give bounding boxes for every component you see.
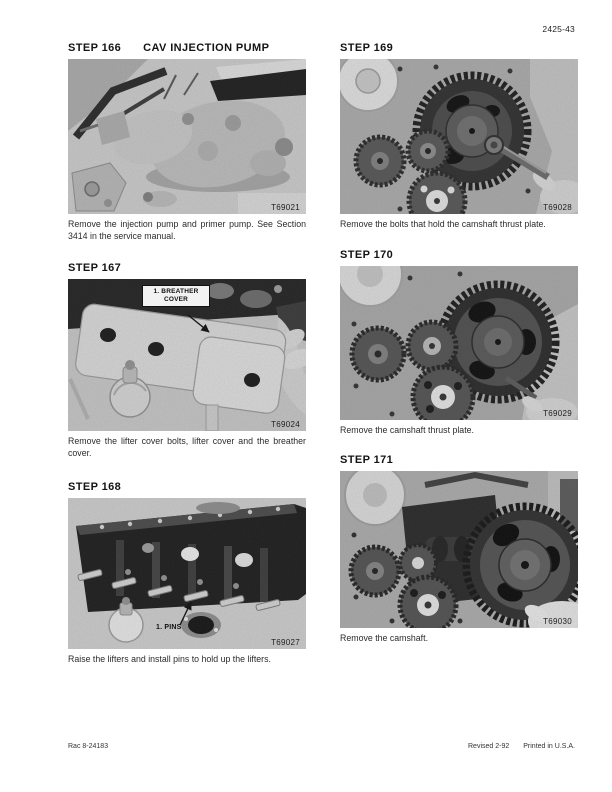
photo-credit: T69027 (271, 638, 300, 647)
thrust-plate-illustration (340, 266, 578, 420)
photo-credit: T69024 (271, 420, 300, 429)
step-167-photo (68, 279, 306, 431)
step-168 (68, 481, 306, 666)
camshaft-removal-illustration (340, 471, 578, 628)
step-169-photo (340, 59, 578, 214)
callout-pins: 1. PINS (156, 624, 182, 631)
step-166 (68, 42, 306, 242)
step-167-caption: Remove the lifter cover bolts, lifter cover and the breather cover. (68, 436, 306, 458)
step-169-heading (340, 42, 578, 55)
right-column (340, 42, 578, 645)
step-171 (340, 454, 578, 645)
step-166-label: STEP 166 (68, 42, 122, 54)
footer-revised: Revised 2-92 (468, 743, 510, 750)
page-number: 2425-43 (542, 24, 575, 34)
photo-credit: T69029 (543, 408, 572, 418)
step-166-caption: Remove the injection pump and primer pump. See Section 3414 in the service manual. (68, 219, 306, 241)
step-170-caption: Remove the camshaft thrust plate. (340, 424, 474, 435)
step-170-label: STEP 170 (340, 248, 394, 261)
camshaft-gear-bolts-illustration (340, 59, 578, 214)
step-167-heading (68, 262, 306, 275)
step-166-title: CAV INJECTION PUMP (143, 42, 270, 54)
footer-printed: Printed in U.S.A. (523, 743, 575, 750)
step-169-caption: Remove the bolts that hold the camshaft thrust plate. (340, 219, 546, 229)
lifter-pins-illustration (68, 498, 306, 649)
step-170-heading (340, 249, 578, 262)
step-169-label: STEP 169 (340, 42, 394, 54)
step-166-heading (68, 42, 306, 55)
step-171-photo (340, 471, 578, 628)
step-170 (340, 249, 578, 437)
footer-publication-number: Rac 8-24183 (68, 743, 109, 750)
step-167 (68, 262, 306, 459)
step-168-caption: Raise the lifters and install pins to hold up the lifters. (68, 654, 271, 664)
left-column (68, 42, 306, 666)
step-167-label: STEP 167 (68, 262, 122, 274)
step-168-heading (68, 481, 306, 494)
step-166-photo (68, 59, 306, 214)
step-171-label: STEP 171 (340, 454, 394, 466)
photo-credit: T69021 (271, 203, 300, 212)
step-171-heading (340, 454, 578, 467)
photo-credit: T69028 (543, 203, 572, 212)
step-170-photo (340, 266, 578, 420)
callout-breather-cover: 1. BREATHER COVER (142, 285, 210, 307)
step-168-photo (68, 498, 306, 649)
injection-pump-illustration (68, 59, 306, 214)
step-168-label: STEP 168 (68, 481, 122, 493)
step-169 (340, 42, 578, 231)
photo-credit: T69030 (543, 617, 572, 626)
step-171-caption: Remove the camshaft. (340, 633, 429, 643)
